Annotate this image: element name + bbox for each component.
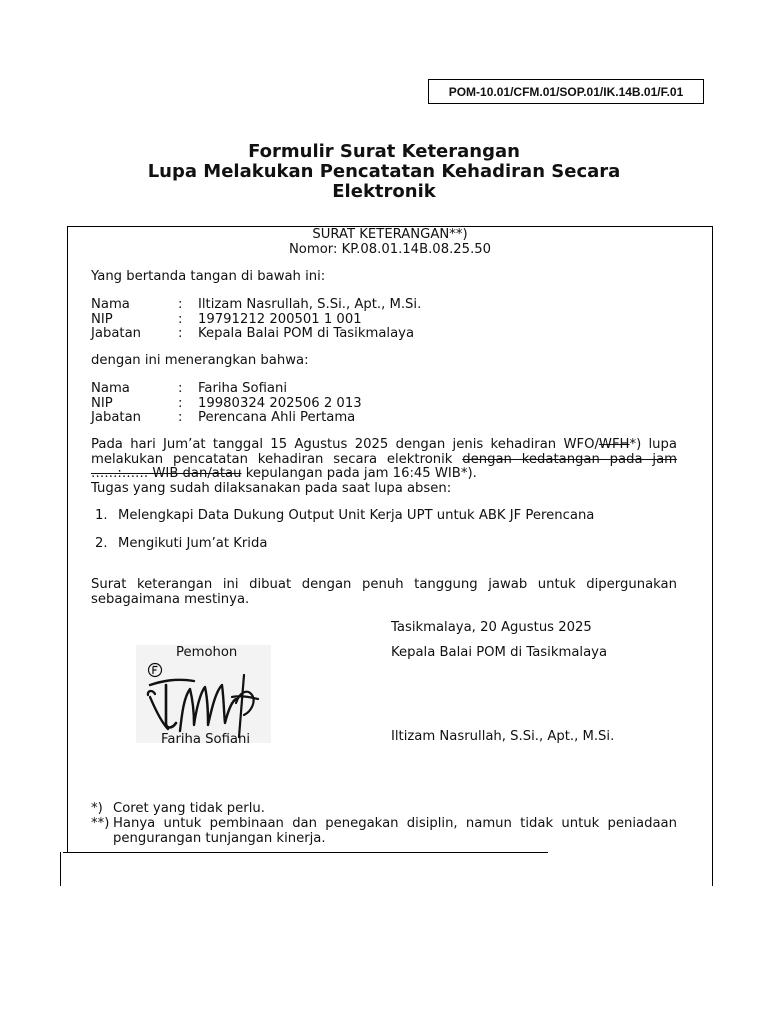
body-text: Pada hari Jum’at tanggal 15 Agustus 2025 dengan jenis kehadiran WFO/ xyxy=(91,437,599,452)
body-text: *) lupa xyxy=(629,437,677,452)
signer-name-label: Nama xyxy=(91,297,130,312)
declare-text: dengan ini menerangkan bahwa: xyxy=(91,353,309,368)
signer-info xyxy=(0,297,768,345)
employee-name: Fariha Sofiani xyxy=(198,381,288,396)
closing-line-2: sebagaimana mestinya. xyxy=(91,592,250,607)
intro-text: Yang bertanda tangan di bawah ini: xyxy=(91,269,326,284)
colon: : xyxy=(178,326,183,341)
footnote-2 xyxy=(0,816,768,848)
applicant-label: Pemohon xyxy=(176,645,238,660)
footnote-text: Hanya untuk pembinaan dan penegakan disiplin, namun tidak untuk peniadaan xyxy=(113,816,677,831)
frame-border-left-tail xyxy=(60,852,61,886)
footnote-mark: *) xyxy=(91,801,103,816)
employee-name-label: Nama xyxy=(91,381,130,396)
employee-nip: 19980324 202506 2 013 xyxy=(198,396,362,411)
employee-position-label: Jabatan xyxy=(91,410,142,425)
body-line-3 xyxy=(91,466,477,481)
letter-number: Nomor: KP.08.01.14B.08.25.50 xyxy=(288,242,492,257)
struck-option: ……:…… WIB dan/atau xyxy=(91,466,242,481)
task-text: Mengikuti Jum’at Krida xyxy=(118,536,268,551)
signer-nip: 19791212 200501 1 001 xyxy=(198,312,362,327)
footnote-1 xyxy=(0,801,768,817)
letter-heading: SURAT KETERANGAN**) xyxy=(312,227,468,242)
head-label: Kepala Balai POM di Tasikmalaya xyxy=(391,645,608,660)
colon: : xyxy=(178,410,183,425)
head-name: Iltizam Nasrullah, S.Si., Apt., M.Si. xyxy=(391,729,615,744)
body-line-4: Tugas yang sudah dilaksanakan pada saat lupa absen: xyxy=(91,481,452,496)
body-line-2 xyxy=(91,452,677,467)
footnote-mark: **) xyxy=(91,816,110,831)
signer-position: Kepala Balai POM di Tasikmalaya xyxy=(198,326,415,341)
title-line-2: Lupa Melakukan Pencatatan Kehadiran Secara xyxy=(147,161,621,182)
task-item xyxy=(0,508,768,524)
footnote-text: pengurangan tunjangan kinerja. xyxy=(113,831,326,846)
frame-border-bottom xyxy=(63,852,548,853)
employee-position: Perencana Ahli Pertama xyxy=(198,410,356,425)
signer-nip-label: NIP xyxy=(91,312,113,327)
task-item xyxy=(0,536,768,552)
colon: : xyxy=(178,297,183,312)
colon: : xyxy=(178,312,183,327)
struck-option: WFH xyxy=(598,437,630,452)
colon: : xyxy=(178,381,183,396)
applicant-name: Fariha Sofiani xyxy=(161,732,251,747)
title-line-3: Elektronik xyxy=(332,181,436,202)
signer-name: Iltizam Nasrullah, S.Si., Apt., M.Si. xyxy=(198,297,422,312)
task-number: 2. xyxy=(95,536,108,551)
closing-line-1: Surat keterangan ini dibuat dengan penuh tanggung jawab untuk dipergunakan xyxy=(91,577,677,592)
task-number: 1. xyxy=(95,508,108,523)
task-text: Melengkapi Data Dukung Output Unit Kerja UPT untuk ABK JF Perencana xyxy=(118,508,595,523)
title-line-1: Formulir Surat Keterangan xyxy=(248,141,520,162)
footnote-text: Coret yang tidak perlu. xyxy=(113,801,265,816)
body-text: melakukan pencatatan kehadiran secara elektronik xyxy=(91,452,463,467)
struck-option: dengan kedatangan pada jam xyxy=(462,452,677,467)
document-code: POM-10.01/CFM.01/SOP.01/IK.14B.01/F.01 xyxy=(428,79,704,104)
employee-info xyxy=(0,381,768,429)
place-date: Tasikmalaya, 20 Agustus 2025 xyxy=(391,620,592,635)
colon: : xyxy=(178,396,183,411)
body-text: kepulangan pada jam 16:45 WIB*). xyxy=(241,466,477,481)
signer-position-label: Jabatan xyxy=(91,326,142,341)
body-line-1 xyxy=(91,437,677,452)
employee-nip-label: NIP xyxy=(91,396,113,411)
